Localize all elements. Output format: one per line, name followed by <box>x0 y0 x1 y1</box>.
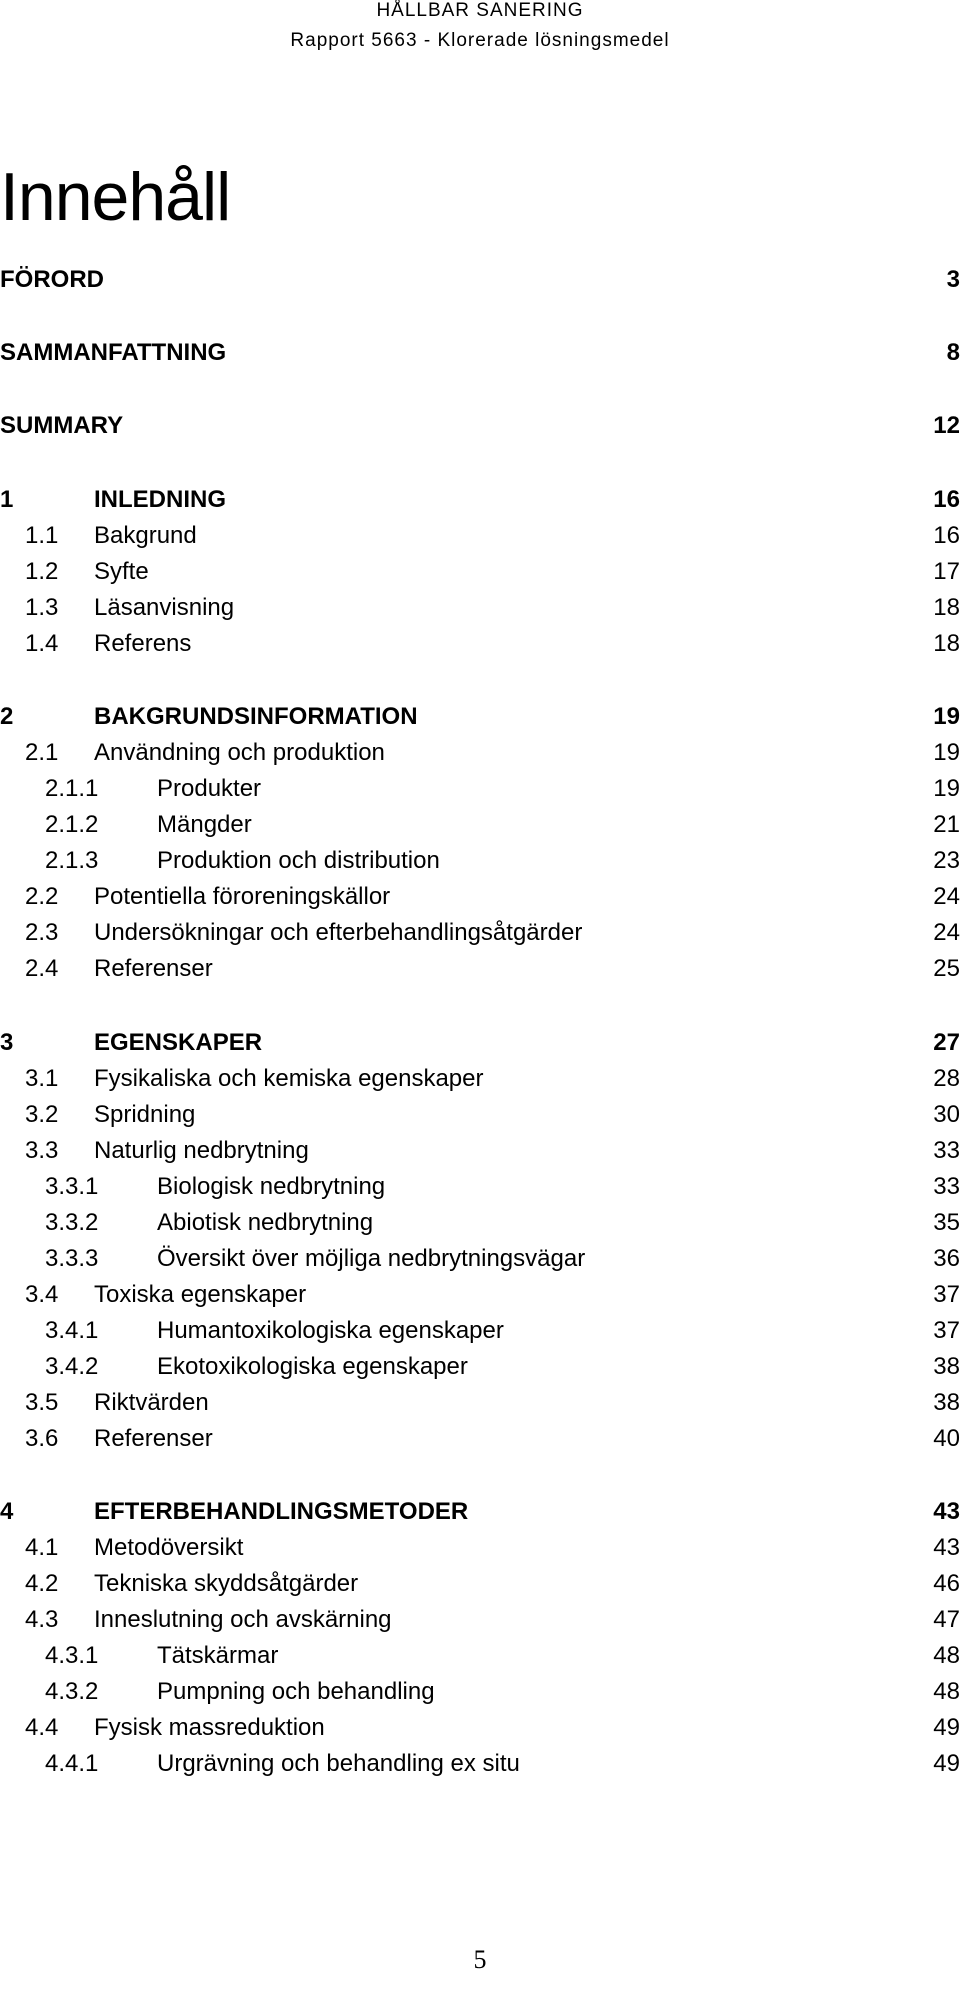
toc-entry[interactable] <box>0 627 960 661</box>
toc-entry-number: 3.3 <box>25 1137 59 1164</box>
toc-entry-title: Referens <box>94 630 192 657</box>
toc-entry[interactable] <box>0 1711 960 1745</box>
toc-entry[interactable] <box>0 808 960 842</box>
toc-entry[interactable] <box>0 1098 960 1132</box>
toc-entry-page: 47 <box>933 1606 960 1633</box>
toc-entry-page: 33 <box>933 1173 960 1200</box>
toc-entry-page: 36 <box>933 1245 960 1272</box>
toc-entry[interactable] <box>0 336 960 370</box>
toc-entry[interactable] <box>0 1278 960 1312</box>
toc-entry[interactable] <box>0 519 960 553</box>
toc-entry-page: 19 <box>933 703 960 730</box>
toc-entry-title: Urgrävning och behandling ex situ <box>157 1750 520 1777</box>
toc-entry-page: 37 <box>933 1281 960 1308</box>
toc-entry-title: SUMMARY <box>0 412 124 439</box>
toc-entry-title: Mängder <box>157 811 252 838</box>
toc-entry-title: Undersökningar och efterbehandlingsåtgärder <box>94 919 583 946</box>
toc-entry[interactable] <box>0 952 960 986</box>
toc-entry-title: Tekniska skyddsåtgärder <box>94 1570 359 1597</box>
toc-entry-title: INLEDNING <box>94 486 226 513</box>
toc-entry[interactable] <box>0 1675 960 1709</box>
toc-entry-number: 4.3.1 <box>45 1642 99 1669</box>
toc-entry[interactable] <box>0 1747 960 1781</box>
running-header-report: Rapport 5663 - Klorerade lösningsmedel <box>290 30 670 51</box>
toc-entry-title: Tätskärmar <box>157 1642 279 1669</box>
toc-entry-number: 3.3.3 <box>45 1245 99 1272</box>
toc-entry-title: Riktvärden <box>94 1389 209 1416</box>
toc-entry-number: 2.1 <box>25 739 59 766</box>
toc-entry-title: Metodöversikt <box>94 1534 244 1561</box>
toc-entry-number: 3.2 <box>25 1101 59 1128</box>
toc-entry-number: 1.2 <box>25 558 59 585</box>
toc-entry[interactable] <box>0 772 960 806</box>
toc-entry-title: Spridning <box>94 1101 196 1128</box>
toc-entry[interactable] <box>0 880 960 914</box>
toc-entry-page: 18 <box>933 594 960 621</box>
toc-entry-number: 1.4 <box>25 630 59 657</box>
toc-entry-title: Toxiska egenskaper <box>94 1281 307 1308</box>
toc-entry-page: 19 <box>933 739 960 766</box>
toc-entry-page: 49 <box>933 1750 960 1777</box>
toc-entry-title: Produktion och distribution <box>157 847 440 874</box>
toc-entry-title: EFTERBEHANDLINGSMETODER <box>94 1498 469 1525</box>
toc-entry[interactable] <box>0 1170 960 1204</box>
toc-entry[interactable] <box>0 483 960 517</box>
toc-entry[interactable] <box>0 1386 960 1420</box>
toc-entry-page: 37 <box>933 1317 960 1344</box>
toc-entry-page: 17 <box>933 558 960 585</box>
toc-entry[interactable] <box>0 591 960 625</box>
toc-entry-title: FÖRORD <box>0 266 104 293</box>
toc-entry-number: 3 <box>0 1029 14 1056</box>
toc-entry-page: 40 <box>933 1425 960 1452</box>
toc-entry-number: 3.4.1 <box>45 1317 99 1344</box>
toc-entry-number: 1 <box>0 486 14 513</box>
toc-entry-page: 16 <box>933 486 960 513</box>
toc-entry[interactable] <box>0 1314 960 1348</box>
toc-entry[interactable] <box>0 844 960 878</box>
running-header-title: HÅLLBAR SANERING <box>376 0 584 21</box>
toc-entry-number: 2.1.1 <box>45 775 99 802</box>
toc-entry-title: Humantoxikologiska egenskaper <box>157 1317 504 1344</box>
toc-entry[interactable] <box>0 409 960 443</box>
toc-entry-page: 16 <box>933 522 960 549</box>
toc-entry-number: 4.4 <box>25 1714 59 1741</box>
toc-entry-title: BAKGRUNDSINFORMATION <box>94 703 418 730</box>
toc-entry-title: Referenser <box>94 955 213 982</box>
page-title: Innehåll <box>0 159 231 235</box>
toc-entry[interactable] <box>0 1026 960 1060</box>
toc-entry-number: 2.1.2 <box>45 811 99 838</box>
toc-entry-page: 23 <box>933 847 960 874</box>
toc-entry-page: 12 <box>933 412 960 439</box>
toc-entry-title: Användning och produktion <box>94 739 385 766</box>
toc-entry-page: 24 <box>933 883 960 910</box>
toc-entry-number: 4.4.1 <box>45 1750 99 1777</box>
toc-entry-title: EGENSKAPER <box>94 1029 263 1056</box>
toc-entry-title: Läsanvisning <box>94 594 235 621</box>
toc-entry-title: Potentiella föroreningskällor <box>94 883 391 910</box>
toc-entry-title: Ekotoxikologiska egenskaper <box>157 1353 468 1380</box>
toc-entry-number: 1.1 <box>25 522 59 549</box>
toc-entry-page: 43 <box>933 1498 960 1525</box>
toc-entry-number: 4.1 <box>25 1534 59 1561</box>
toc-entry-page: 25 <box>933 955 960 982</box>
toc-entry-title: Produkter <box>157 775 262 802</box>
toc-entry[interactable] <box>0 1062 960 1096</box>
toc-entry[interactable] <box>0 555 960 589</box>
toc-entry-page: 48 <box>933 1678 960 1705</box>
toc-entry-page: 3 <box>946 266 960 293</box>
toc-entry-title: SAMMANFATTNING <box>0 339 227 366</box>
toc-entry-number: 3.4.2 <box>45 1353 99 1380</box>
toc-entry-number: 3.3.1 <box>45 1173 99 1200</box>
toc-entry[interactable] <box>0 1350 960 1384</box>
toc-entry-page: 24 <box>933 919 960 946</box>
toc-entry-title: Abiotisk nedbrytning <box>157 1209 374 1236</box>
toc-entry-page: 49 <box>933 1714 960 1741</box>
toc-entry-title: Översikt över möjliga nedbrytningsvägar <box>157 1245 586 1272</box>
toc-entry-page: 19 <box>933 775 960 802</box>
toc-entry-page: 30 <box>933 1101 960 1128</box>
toc-entry-title: Biologisk nedbrytning <box>157 1173 386 1200</box>
toc-entry-number: 2.2 <box>25 883 59 910</box>
toc-entry-number: 3.4 <box>25 1281 59 1308</box>
toc-entry-number: 4 <box>0 1498 14 1525</box>
toc-entry[interactable] <box>0 1495 960 1529</box>
toc-entry-page: 21 <box>933 811 960 838</box>
toc-entry-title: Syfte <box>94 558 149 585</box>
toc-entry-page: 27 <box>933 1029 960 1056</box>
toc-entry[interactable] <box>0 1567 960 1601</box>
toc-entry-page: 8 <box>946 339 960 366</box>
toc-entry[interactable] <box>0 700 960 734</box>
toc-entry-title: Fysisk massreduktion <box>94 1714 325 1741</box>
toc-entry[interactable] <box>0 916 960 950</box>
toc-entry[interactable] <box>0 1134 960 1168</box>
toc-entry-page: 48 <box>933 1642 960 1669</box>
toc-entry[interactable] <box>0 1603 960 1637</box>
toc-entry-title: Bakgrund <box>94 522 197 549</box>
toc-entry-page: 43 <box>933 1534 960 1561</box>
toc-entry-number: 4.3.2 <box>45 1678 99 1705</box>
toc-entry-number: 2 <box>0 703 14 730</box>
toc-entry-number: 2.1.3 <box>45 847 99 874</box>
toc-entry-number: 3.5 <box>25 1389 59 1416</box>
toc-entry[interactable] <box>0 1531 960 1565</box>
toc-entry-number: 2.4 <box>25 955 59 982</box>
toc-entry-page: 28 <box>933 1065 960 1092</box>
toc-entry-number: 4.3 <box>25 1606 59 1633</box>
toc-entry-number: 4.2 <box>25 1570 59 1597</box>
toc-entry-page: 18 <box>933 630 960 657</box>
toc-entry-number: 3.1 <box>25 1065 59 1092</box>
toc-entry[interactable] <box>0 736 960 770</box>
toc-entry-page: 38 <box>933 1389 960 1416</box>
toc-entry-title: Naturlig nedbrytning <box>94 1137 309 1164</box>
toc-entry[interactable] <box>0 263 960 297</box>
toc-entry-title: Inneslutning och avskärning <box>94 1606 392 1633</box>
toc-entry-number: 1.3 <box>25 594 59 621</box>
toc-entry-title: Referenser <box>94 1425 213 1452</box>
toc-entry-number: 3.3.2 <box>45 1209 99 1236</box>
toc-entry-page: 35 <box>933 1209 960 1236</box>
toc-entry-title: Pumpning och behandling <box>157 1678 435 1705</box>
toc-entry-page: 46 <box>933 1570 960 1597</box>
toc-entry-number: 3.6 <box>25 1425 59 1452</box>
toc-entry-page: 38 <box>933 1353 960 1380</box>
toc-entry[interactable] <box>0 1639 960 1673</box>
page-number: 5 <box>473 1945 487 1974</box>
toc-entry-page: 33 <box>933 1137 960 1164</box>
toc-entry[interactable] <box>0 1242 960 1276</box>
toc-entry-title: Fysikaliska och kemiska egenskaper <box>94 1065 484 1092</box>
toc-entry-number: 2.3 <box>25 919 59 946</box>
toc-entry[interactable] <box>0 1206 960 1240</box>
toc-entry[interactable] <box>0 1422 960 1456</box>
